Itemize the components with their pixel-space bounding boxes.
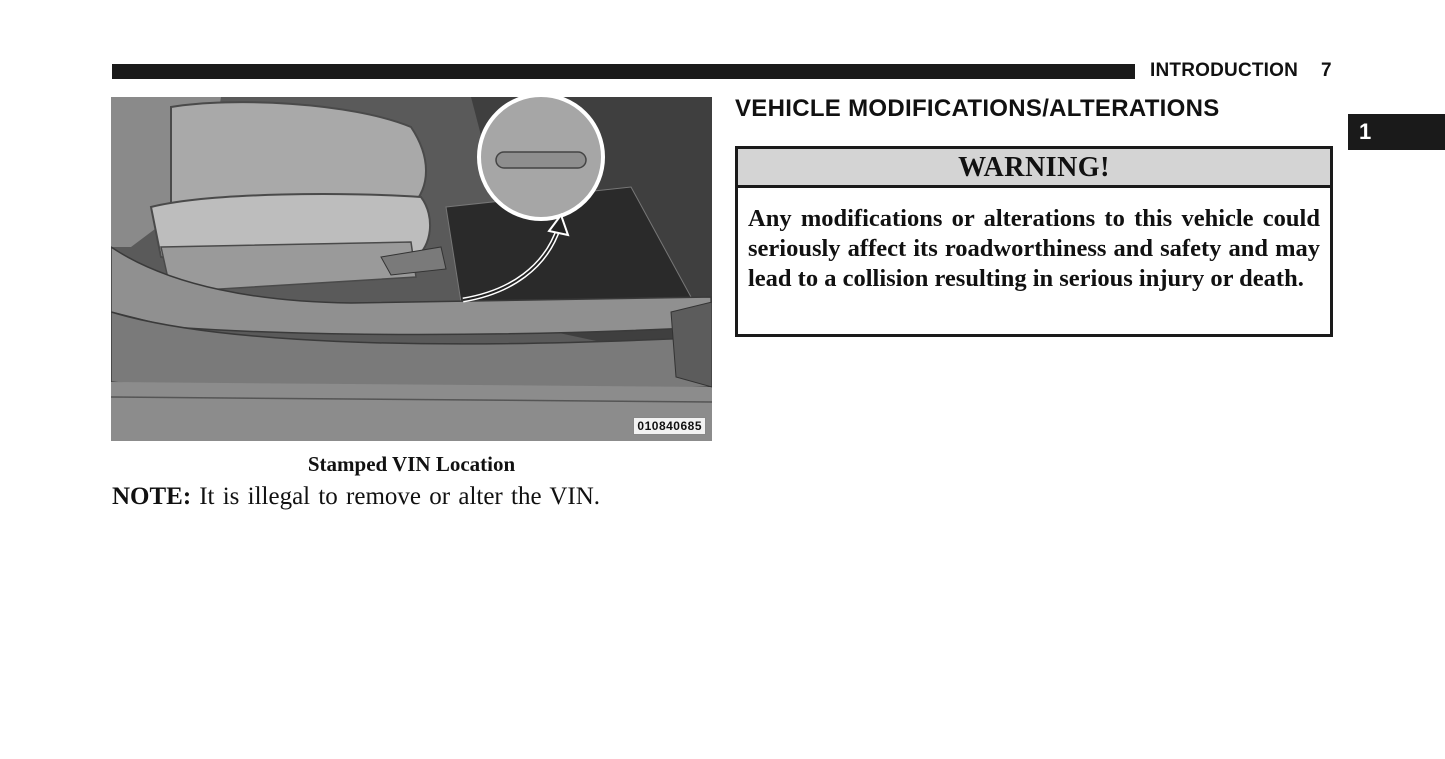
figure-caption: Stamped VIN Location — [307, 452, 516, 476]
chapter-number: 1 — [1359, 119, 1372, 144]
section-heading: VEHICLE MODIFICATIONS/ALTERATIONS — [735, 95, 1220, 122]
warning-body: Any modifications or alterations to this vehicle could seriously affect its roadworthiness and safety and may lead to a collision resulting in serious injury or death. — [748, 205, 1320, 292]
note-text: It is illegal to remove or alter the VIN. — [199, 483, 601, 510]
warning-title: WARNING! — [738, 149, 1330, 188]
figure-id: 010840685 — [633, 417, 706, 435]
warning-box — [735, 146, 1333, 337]
vin-location-illustration — [111, 97, 712, 441]
header-rule — [112, 64, 1135, 79]
chapter-tab — [1348, 114, 1445, 150]
car-interior-drawing — [111, 97, 712, 441]
note-paragraph — [112, 483, 712, 511]
header-section-title: INTRODUCTION — [1150, 60, 1299, 81]
page-number: 7 — [1321, 60, 1332, 81]
note-label: NOTE: — [112, 483, 192, 510]
